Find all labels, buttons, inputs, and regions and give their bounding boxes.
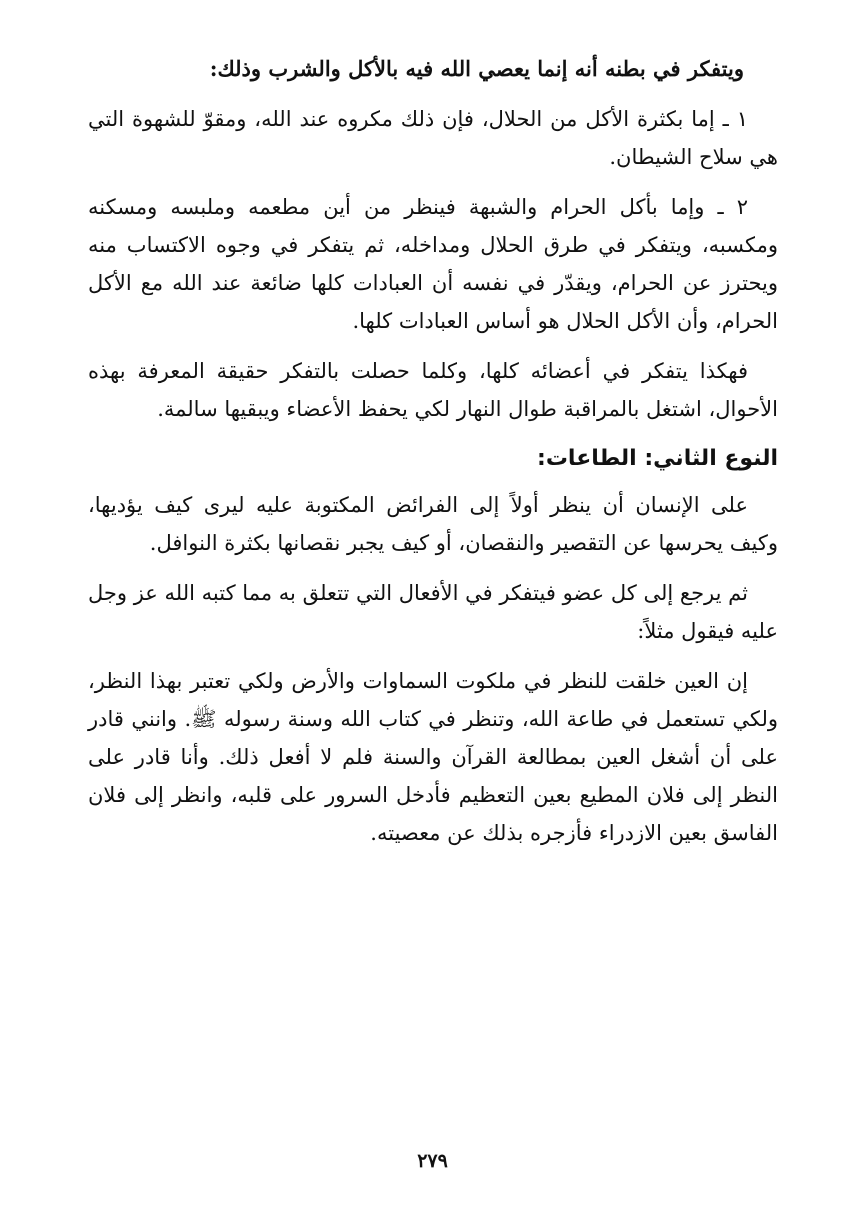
body-paragraph: إن العين خلقت للنظر في ملكوت السماوات والأرض ولكي تعتبر بهذا النظر، ولكي تستعمل في طاعة الله، وتنظر في كتاب الله وسنة رسوله ﷺ. وانني قادر على أن أشغل العين بمطالعة القرآن والسنة فلم لا أفعل ذلك. وأنا قادر على النظر إلى فلان المطيع بعين التعظيم فأدخل السرور على قلبه، وانظر إلى فلان الفاسق بعين الازدراء فأزجره بذلك عن معصيته. xyxy=(88,669,778,845)
body-paragraph: ويتفكر في بطنه أنه إنما يعصي الله فيه بالأكل والشرب وذلك: xyxy=(209,56,744,81)
body-paragraph: ٢ ـ وإما بأكل الحرام والشبهة فينظر من أين مطعمه وملبسه ومسكنه ومكسبه، ويتفكر في طرق الحلال ومداخله، ثم يتفكر في وجوه الاكتساب منه ويحترز عن الحرام، ويقدّر في نفسه أن العبادات كلها ضائعة عند الله مع الأكل الحرام، وأن الأكل الحلال هو أساس العبادات كلها. xyxy=(88,195,778,333)
page-number: ٢٧٩ xyxy=(417,1150,448,1172)
section-heading: النوع الثاني: الطاعات: xyxy=(537,446,778,471)
body-paragraph: ١ ـ إما بكثرة الأكل من الحلال، فإن ذلك مكروه عند الله، ومقوّ للشهوة التي هي سلاح الشيطان. xyxy=(88,107,778,169)
body-paragraph: فهكذا يتفكر في أعضائه كلها، وكلما حصلت بالتفكر حقيقة المعرفة بهذه الأحوال، اشتغل بالمراقبة طوال النهار لكي يحفظ الأعضاء ويبقيها سالمة. xyxy=(88,359,778,421)
page-body xyxy=(88,50,778,864)
body-paragraph: على الإنسان أن ينظر أولاً إلى الفرائض المكتوبة عليه ليرى كيف يؤديها، وكيف يحرسها عن التقصير والنقصان، أو كيف يجبر نقصانها بكثرة النوافل. xyxy=(88,493,778,555)
body-paragraph: ثم يرجع إلى كل عضو فيتفكر في الأفعال التي تتعلق به مما كتبه الله عز وجل عليه فيقول مثلاً: xyxy=(88,581,778,643)
